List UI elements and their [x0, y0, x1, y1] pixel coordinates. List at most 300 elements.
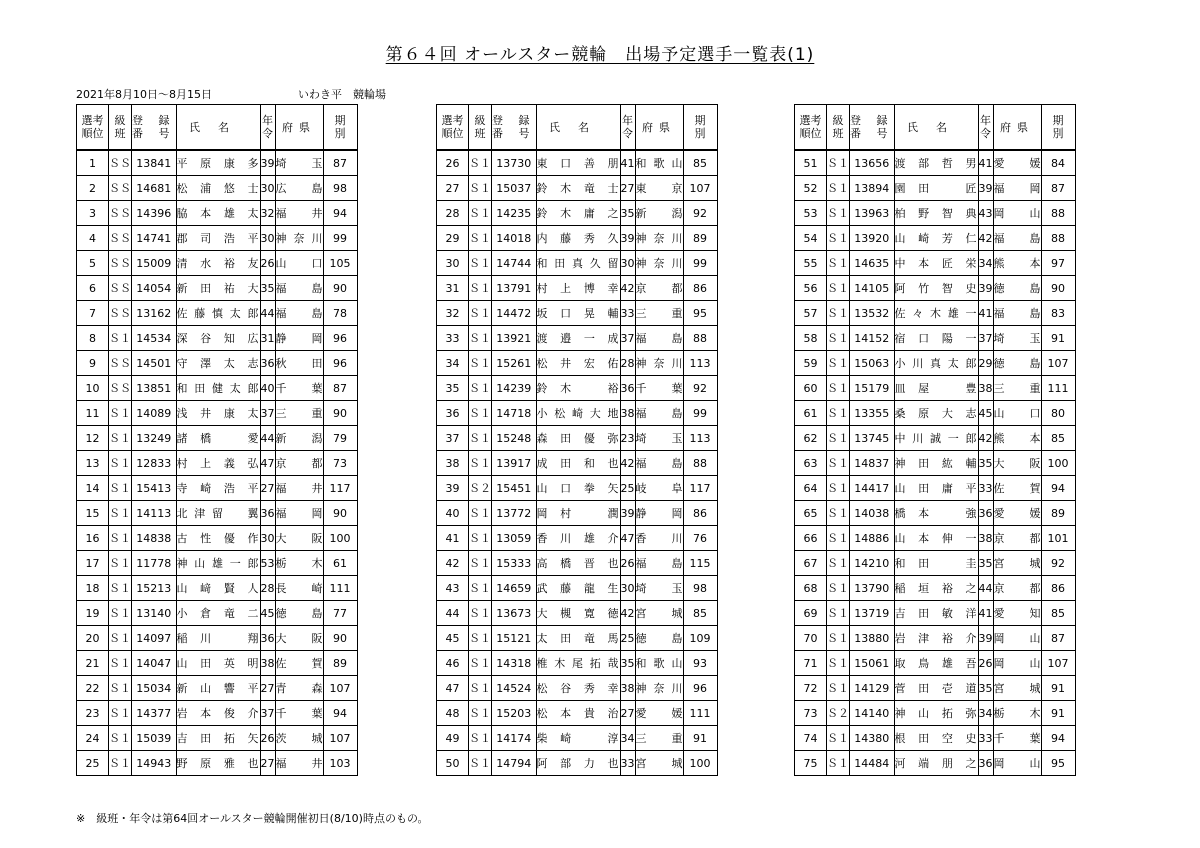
term-header-text: 別: [334, 127, 346, 140]
prefecture-cell: 徳島: [275, 601, 323, 626]
term-cell: 98: [323, 176, 357, 201]
age-cell: 35: [978, 451, 993, 476]
name-cell: 鈴木 裕: [536, 376, 620, 401]
rank-cell: 58: [795, 326, 827, 351]
rank-cell: 10: [77, 376, 109, 401]
rank-cell: 24: [77, 726, 109, 751]
term-cell: 100: [1041, 451, 1075, 476]
prefecture-cell: 神奈川: [635, 251, 683, 276]
prefecture-cell: 福島: [275, 276, 323, 301]
reg-number-cell: 13673: [492, 601, 537, 626]
term-cell: 97: [1041, 251, 1075, 276]
class-cell: Ｓ１: [827, 376, 850, 401]
term-header: [1041, 105, 1075, 151]
name-cell: 小川真太郎: [894, 351, 978, 376]
rank-cell: 55: [795, 251, 827, 276]
table-row: [437, 726, 718, 751]
reg-number-cell: 15451: [492, 476, 537, 501]
table-row: [77, 276, 358, 301]
class-cell: Ｓ１: [109, 326, 132, 351]
class-cell: Ｓ１: [109, 676, 132, 701]
rank-cell: 49: [437, 726, 469, 751]
reg-number-cell: 15009: [132, 251, 177, 276]
rank-cell: 17: [77, 551, 109, 576]
term-cell: 94: [323, 201, 357, 226]
age-cell: 38: [978, 526, 993, 551]
name-cell: 河端朋之: [894, 751, 978, 776]
class-cell: Ｓ１: [469, 451, 492, 476]
reg-number-cell: 13140: [132, 601, 177, 626]
age-header-text: 令: [622, 127, 633, 140]
table-row: [437, 376, 718, 401]
name-cell: 清水裕友: [176, 251, 260, 276]
class-cell: Ｓ１: [469, 376, 492, 401]
class-cell: Ｓ１: [827, 226, 850, 251]
table-row: [437, 201, 718, 226]
class-cell: Ｓ１: [109, 726, 132, 751]
title-text: 第６４回 オールスター競輪 出場予定選手一覧表(1): [385, 45, 815, 65]
rank-cell: 27: [437, 176, 469, 201]
age-cell: 43: [978, 201, 993, 226]
name-cell: 山口拳矢: [536, 476, 620, 501]
rank-cell: 18: [77, 576, 109, 601]
reg-number-cell: 14396: [132, 201, 177, 226]
table-row: [437, 226, 718, 251]
rank-header-text: 選考: [441, 114, 464, 127]
header-row: [795, 105, 1076, 151]
name-cell: 柏野智典: [894, 201, 978, 226]
name-cell: 内藤秀久: [536, 226, 620, 251]
age-cell: 39: [260, 150, 275, 176]
term-cell: 113: [683, 426, 717, 451]
term-cell: 90: [323, 276, 357, 301]
reg-number-cell: 14681: [132, 176, 177, 201]
age-cell: 27: [260, 676, 275, 701]
rank-cell: 62: [795, 426, 827, 451]
name-cell: 山本伸一: [894, 526, 978, 551]
table-row: [437, 501, 718, 526]
age-cell: 27: [620, 176, 635, 201]
reg-number-cell: 14152: [850, 326, 895, 351]
age-cell: 42: [620, 601, 635, 626]
class-cell: Ｓ１: [827, 751, 850, 776]
name-cell: 山崎芳仁: [894, 226, 978, 251]
name-header-text: 氏名: [189, 120, 247, 134]
name-cell: 根田空史: [894, 726, 978, 751]
term-cell: 87: [1041, 626, 1075, 651]
reg-number-cell: 14744: [492, 251, 537, 276]
class-header-text: 級: [832, 114, 844, 127]
age-cell: 34: [978, 701, 993, 726]
age-cell: 39: [978, 276, 993, 301]
class-cell: Ｓ１: [827, 501, 850, 526]
reg-number-cell: 13921: [492, 326, 537, 351]
prefecture-cell: 愛媛: [635, 701, 683, 726]
reg-number-cell: 14741: [132, 226, 177, 251]
age-cell: 31: [260, 326, 275, 351]
reg-header-text: 番 号: [850, 127, 894, 140]
prefecture-cell: 福井: [275, 201, 323, 226]
name-cell: 小松崎大地: [536, 401, 620, 426]
reg-header-text: 登 録: [132, 114, 176, 127]
term-cell: 92: [683, 201, 717, 226]
table-row: [77, 426, 358, 451]
term-cell: 83: [1041, 301, 1075, 326]
table-row: [795, 551, 1076, 576]
class-cell: Ｓ１: [827, 251, 850, 276]
term-cell: 96: [323, 351, 357, 376]
class-header-text: 班: [832, 127, 844, 140]
table-row: [795, 276, 1076, 301]
reg-number-cell: 14113: [132, 501, 177, 526]
term-cell: 79: [323, 426, 357, 451]
term-cell: 88: [1041, 201, 1075, 226]
rank-cell: 73: [795, 701, 827, 726]
name-cell: 稲垣裕之: [894, 576, 978, 601]
rank-cell: 48: [437, 701, 469, 726]
rank-cell: 22: [77, 676, 109, 701]
name-cell: 新山響平: [176, 676, 260, 701]
table-row: [77, 226, 358, 251]
reg-number-cell: 13355: [850, 401, 895, 426]
class-cell: Ｓ１: [469, 726, 492, 751]
age-header-text: 年: [980, 114, 991, 127]
table-row: [437, 626, 718, 651]
name-cell: 菅田壱道: [894, 676, 978, 701]
table-row: [77, 176, 358, 201]
term-cell: 111: [1041, 376, 1075, 401]
term-cell: 99: [683, 401, 717, 426]
table-row: [795, 351, 1076, 376]
age-cell: 38: [620, 401, 635, 426]
age-cell: 26: [260, 251, 275, 276]
rank-cell: 32: [437, 301, 469, 326]
reg-number-cell: 13719: [850, 601, 895, 626]
pref-header-text: 府県: [1000, 120, 1034, 134]
age-cell: 27: [260, 751, 275, 776]
age-cell: 36: [978, 751, 993, 776]
age-cell: 37: [260, 701, 275, 726]
rank-cell: 9: [77, 351, 109, 376]
table-row: [77, 326, 358, 351]
term-cell: 85: [1041, 426, 1075, 451]
rank-cell: 45: [437, 626, 469, 651]
prefecture-cell: 新潟: [275, 426, 323, 451]
name-cell: 神田紘輔: [894, 451, 978, 476]
class-cell: Ｓ１: [827, 601, 850, 626]
name-cell: 神山雄一郎: [176, 551, 260, 576]
class-cell: Ｓ１: [469, 251, 492, 276]
prefecture-cell: 千葉: [275, 701, 323, 726]
reg-number-cell: 15037: [492, 176, 537, 201]
name-cell: 桑原大志: [894, 401, 978, 426]
reg-number-cell: 13880: [850, 626, 895, 651]
prefecture-cell: 徳島: [635, 626, 683, 651]
reg-number-cell: 14524: [492, 676, 537, 701]
reg-number-cell: 14054: [132, 276, 177, 301]
table-row: [795, 501, 1076, 526]
reg-number-cell: 15121: [492, 626, 537, 651]
prefecture-cell: 福島: [993, 301, 1041, 326]
rank-cell: 7: [77, 301, 109, 326]
reg-number-cell: 13917: [492, 451, 537, 476]
term-cell: 92: [683, 376, 717, 401]
class-cell: Ｓ１: [827, 326, 850, 351]
reg-number-cell: 11778: [132, 551, 177, 576]
prefecture-cell: 徳島: [993, 276, 1041, 301]
prefecture-cell: 静岡: [635, 501, 683, 526]
table-row: [795, 451, 1076, 476]
age-cell: 39: [620, 226, 635, 251]
age-cell: 27: [260, 476, 275, 501]
class-cell: Ｓ１: [109, 576, 132, 601]
prefecture-cell: 熊本: [993, 251, 1041, 276]
rank-cell: 70: [795, 626, 827, 651]
table-row: [795, 751, 1076, 776]
reg-number-cell: 14097: [132, 626, 177, 651]
table-row: [437, 451, 718, 476]
prefecture-cell: 福島: [635, 326, 683, 351]
class-cell: Ｓ１: [109, 501, 132, 526]
term-header-text: 期: [334, 114, 346, 127]
prefecture-cell: 愛媛: [993, 501, 1041, 526]
term-cell: 91: [1041, 326, 1075, 351]
class-cell: Ｓ１: [827, 476, 850, 501]
rank-cell: 72: [795, 676, 827, 701]
table-row: [437, 326, 718, 351]
reg-number-cell: 14089: [132, 401, 177, 426]
prefecture-cell: 京都: [993, 526, 1041, 551]
class-cell: Ｓ１: [469, 526, 492, 551]
header-row: [77, 105, 358, 151]
class-cell: Ｓ１: [109, 601, 132, 626]
name-cell: 園田 匠: [894, 176, 978, 201]
name-cell: 岡村 潤: [536, 501, 620, 526]
class-cell: Ｓ１: [469, 226, 492, 251]
age-cell: 35: [620, 201, 635, 226]
rank-cell: 6: [77, 276, 109, 301]
name-cell: 太田竜馬: [536, 626, 620, 651]
reg-number-cell: 15213: [132, 576, 177, 601]
reg-number-cell: 14484: [850, 751, 895, 776]
age-cell: 44: [260, 426, 275, 451]
class-cell: ＳＳ: [109, 150, 132, 176]
age-cell: 41: [978, 150, 993, 176]
reg-number-cell: 14210: [850, 551, 895, 576]
rank-cell: 31: [437, 276, 469, 301]
class-cell: Ｓ１: [827, 626, 850, 651]
rank-cell: 54: [795, 226, 827, 251]
class-cell: Ｓ１: [469, 751, 492, 776]
rank-cell: 57: [795, 301, 827, 326]
class-header-text: 級: [114, 114, 126, 127]
table-row: [795, 576, 1076, 601]
rank-cell: 36: [437, 401, 469, 426]
class-cell: Ｓ１: [827, 426, 850, 451]
name-cell: 浅井康太: [176, 401, 260, 426]
rank-cell: 8: [77, 326, 109, 351]
age-cell: 30: [620, 251, 635, 276]
rank-header-text: 選考: [81, 114, 104, 127]
prefecture-cell: 三重: [635, 301, 683, 326]
rank-cell: 63: [795, 451, 827, 476]
rank-cell: 4: [77, 226, 109, 251]
table-row: [795, 251, 1076, 276]
prefecture-cell: 福島: [635, 401, 683, 426]
class-cell: Ｓ１: [827, 726, 850, 751]
age-cell: 25: [620, 476, 635, 501]
rank-cell: 38: [437, 451, 469, 476]
prefecture-cell: 茨城: [275, 726, 323, 751]
age-cell: 39: [978, 176, 993, 201]
name-cell: 山﨑賢人: [176, 576, 260, 601]
reg-number-cell: 13920: [850, 226, 895, 251]
name-cell: 山田英明: [176, 651, 260, 676]
table-row: [437, 426, 718, 451]
term-cell: 85: [1041, 601, 1075, 626]
reg-number-cell: 14377: [132, 701, 177, 726]
term-cell: 73: [323, 451, 357, 476]
name-cell: 鈴木庸之: [536, 201, 620, 226]
age-cell: 41: [620, 150, 635, 176]
reg-header-text: 番 号: [492, 127, 536, 140]
prefecture-cell: 大阪: [993, 451, 1041, 476]
term-cell: 78: [323, 301, 357, 326]
prefecture-cell: 広島: [275, 176, 323, 201]
rank-cell: 64: [795, 476, 827, 501]
class-cell: Ｓ１: [109, 401, 132, 426]
class-cell: ＳＳ: [109, 351, 132, 376]
age-cell: 44: [260, 301, 275, 326]
rank-cell: 46: [437, 651, 469, 676]
reg-number-cell: 15413: [132, 476, 177, 501]
rank-header-text: 順位: [441, 127, 464, 140]
table-row: [795, 226, 1076, 251]
name-cell: 渡部哲男: [894, 150, 978, 176]
table-row: [77, 451, 358, 476]
table-row: [77, 251, 358, 276]
name-cell: 椎木尾拓哉: [536, 651, 620, 676]
age-cell: 45: [978, 401, 993, 426]
prefecture-cell: 福島: [635, 451, 683, 476]
table-row: [77, 476, 358, 501]
rank-cell: 25: [77, 751, 109, 776]
class-cell: Ｓ１: [827, 576, 850, 601]
prefecture-cell: 熊本: [993, 426, 1041, 451]
prefecture-cell: 岡山: [993, 651, 1041, 676]
name-header: [176, 105, 260, 151]
class-cell: Ｓ１: [109, 751, 132, 776]
age-cell: 41: [978, 601, 993, 626]
prefecture-cell: 宮城: [993, 676, 1041, 701]
prefecture-cell: 埼玉: [993, 326, 1041, 351]
rank-cell: 39: [437, 476, 469, 501]
prefecture-cell: 岐阜: [635, 476, 683, 501]
term-cell: 90: [1041, 276, 1075, 301]
prefecture-cell: 三重: [635, 726, 683, 751]
age-cell: 30: [620, 576, 635, 601]
name-cell: 小倉竜二: [176, 601, 260, 626]
rank-header: [795, 105, 827, 151]
name-cell: 古性優作: [176, 526, 260, 551]
term-cell: 107: [323, 676, 357, 701]
age-cell: 53: [260, 551, 275, 576]
roster-table-1: [76, 104, 358, 776]
age-cell: 42: [620, 276, 635, 301]
reg-number-cell: 14239: [492, 376, 537, 401]
class-cell: Ｓ１: [469, 576, 492, 601]
age-cell: 36: [620, 376, 635, 401]
rank-cell: 65: [795, 501, 827, 526]
table-row: [795, 201, 1076, 226]
name-cell: 鈴木竜士: [536, 176, 620, 201]
name-cell: 吉田敏洋: [894, 601, 978, 626]
table-row: [795, 601, 1076, 626]
class-cell: ＳＳ: [109, 251, 132, 276]
class-cell: Ｓ１: [469, 301, 492, 326]
name-cell: 和田健太郎: [176, 376, 260, 401]
rank-cell: 21: [77, 651, 109, 676]
prefecture-cell: 三重: [275, 401, 323, 426]
rank-header: [77, 105, 109, 151]
prefecture-cell: 宮城: [635, 751, 683, 776]
age-cell: 42: [978, 426, 993, 451]
name-cell: 守澤太志: [176, 351, 260, 376]
rank-cell: 29: [437, 226, 469, 251]
name-cell: 村上博幸: [536, 276, 620, 301]
table-row: [795, 726, 1076, 751]
name-cell: 野原雅也: [176, 751, 260, 776]
reg-number-cell: 15034: [132, 676, 177, 701]
rank-cell: 40: [437, 501, 469, 526]
class-cell: Ｓ１: [469, 276, 492, 301]
prefecture-cell: 神奈川: [635, 351, 683, 376]
prefecture-cell: 神奈川: [275, 226, 323, 251]
rank-cell: 51: [795, 150, 827, 176]
table-row: [437, 676, 718, 701]
prefecture-cell: 佐賀: [993, 476, 1041, 501]
prefecture-cell: 静岡: [275, 326, 323, 351]
age-header-text: 令: [980, 127, 991, 140]
table-row: [437, 476, 718, 501]
class-header: [109, 105, 132, 151]
name-cell: 阿竹智史: [894, 276, 978, 301]
table-row: [437, 301, 718, 326]
table-row: [437, 576, 718, 601]
reg-header: [850, 105, 895, 151]
name-cell: 橋本 強: [894, 501, 978, 526]
reg-number-cell: 13851: [132, 376, 177, 401]
prefecture-cell: 福島: [993, 226, 1041, 251]
prefecture-cell: 岡山: [993, 201, 1041, 226]
reg-number-cell: 14105: [850, 276, 895, 301]
table-row: [437, 150, 718, 176]
term-cell: 89: [323, 651, 357, 676]
class-cell: Ｓ１: [469, 651, 492, 676]
term-cell: 80: [1041, 401, 1075, 426]
reg-number-cell: 15179: [850, 376, 895, 401]
reg-number-cell: 14837: [850, 451, 895, 476]
pref-header-text: 府県: [282, 120, 316, 134]
name-cell: 皿屋 豊: [894, 376, 978, 401]
class-cell: Ｓ１: [469, 601, 492, 626]
rank-cell: 61: [795, 401, 827, 426]
reg-number-cell: 14534: [132, 326, 177, 351]
rank-cell: 53: [795, 201, 827, 226]
reg-number-cell: 14235: [492, 201, 537, 226]
rank-cell: 23: [77, 701, 109, 726]
term-cell: 107: [1041, 351, 1075, 376]
